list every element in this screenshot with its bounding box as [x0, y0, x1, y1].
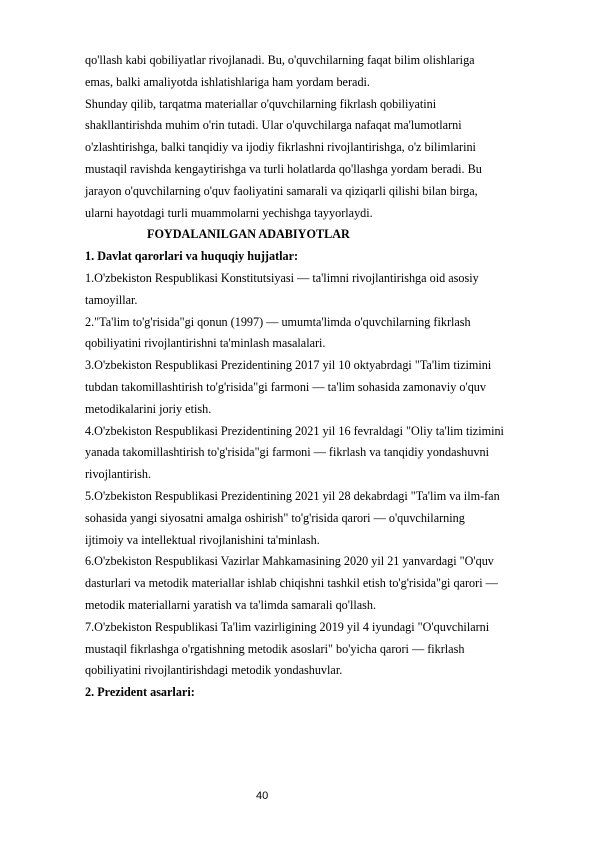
section-heading-president-works: 2. Prezident asarlari: [85, 685, 195, 700]
text-line: jarayon o'quvchilarning o'quv faoliyatini samarali va qiziqarli qilishi bilan birga, [85, 183, 478, 198]
reference-line: yanada takomillashtirish to'g'risida"gi farmoni — fikrlash va tanqidiy yondashuvni [85, 445, 490, 460]
page-number: 40 [256, 790, 269, 802]
reference-line: 1.O'zbekiston Respublikasi Konstitutsiyasi — ta'limni rivojlantirishga oid asosiy [85, 270, 479, 285]
reference-line: 7.O'zbekiston Respublikasi Ta'lim vazirligining 2019 yil 4 iyundagi "O'quvchilarni [85, 619, 490, 634]
text-line: Shunday qilib, tarqatma materiallar o'quvchilarning fikrlash qobiliyatini [85, 96, 437, 111]
intro-paragraphs [85, 50, 575, 224]
reference-line: 4.O'zbekiston Respublikasi Prezidentining 2021 yil 16 fevraldagi "Oliy ta'lim tizimini [85, 423, 504, 438]
reference-line: qobiliyatini rivojlantirishni ta'minlash masalalari. [85, 336, 326, 351]
reference-line: mustaqil fikrlashga o'rgatishning metodik asoslari" bo'yicha qarori — fikrlash [85, 641, 465, 656]
text-line: o'zlashtirishga, balki tanqidiy va ijodiy fikrlashni rivojlantirishga, o'z bilimlarini [85, 140, 476, 155]
reference-line: 6.O'zbekiston Respublikasi Vazirlar Mahkamasining 2020 yil 21 yanvardagi "O'quv [85, 554, 494, 569]
text-line: qo'llash kabi qobiliyatlar rivojlanadi. Bu, o'quvchilarning faqat bilim olishlariga [85, 53, 475, 67]
section-heading-state-documents: 1. Davlat qarorlari va huquqiy hujjatlar: [85, 249, 299, 264]
reference-line: dasturlari va metodik materiallar ishlab chiqishni tashkil etish to'g'risida"gi qarori — [85, 576, 498, 591]
reference-line: tamoyillar. [85, 292, 138, 307]
reference-line: metodikalarini joriy etish. [85, 401, 212, 416]
reference-line: tubdan takomillashtirish to'g'risida"gi farmoni — ta'lim sohasida zamonaviy o'quv [85, 379, 486, 394]
page-content [85, 50, 575, 704]
reference-line: sohasida yangi siyosatni amalga oshirish" to'g'risida qarori — o'quvchilarning [85, 510, 465, 525]
reference-line: qobiliyatini rivojlantirishdagi metodik yondashuvlar. [85, 663, 343, 678]
reference-line: rivojlantirish. [85, 467, 152, 482]
reference-line: 5.O'zbekiston Respublikasi Prezidentining 2021 yil 28 dekabrdagi "Ta'lim va ilm-fan [85, 488, 500, 503]
text-line: emas, balki amaliyotda ishlatishlariga ham yordam beradi. [85, 74, 370, 89]
reference-line: metodik materiallarni yaratish va ta'limda samarali qo'llash. [85, 597, 377, 612]
reference-line: 3.O'zbekiston Respublikasi Prezidentining 2017 yil 10 oktyabrdagi "Ta'lim tizimini [85, 358, 492, 373]
text-line: ularni hayotdagi turli muammolarni yechishga tayyorlaydi. [85, 205, 373, 220]
text-line: shakllantirishda muhim o'rin tutadi. Ular o'quvchilarga nafaqat ma'lumotlarni [85, 118, 462, 133]
text-line: mustaqil ravishda kengaytirishga va turli holatlarda qo'llashga yordam beradi. Bu [85, 161, 482, 176]
reference-line: 2."Ta'lim to'g'risida"gi qonun (1997) — umumta'limda o'quvchilarning fikrlash [85, 314, 471, 329]
reference-line: ijtimoiy va intellektual rivojlanishini ta'minlash. [85, 532, 320, 547]
reference-list [85, 268, 575, 682]
references-heading: FOYDALANILGAN ADABIYOTLAR [147, 227, 350, 242]
